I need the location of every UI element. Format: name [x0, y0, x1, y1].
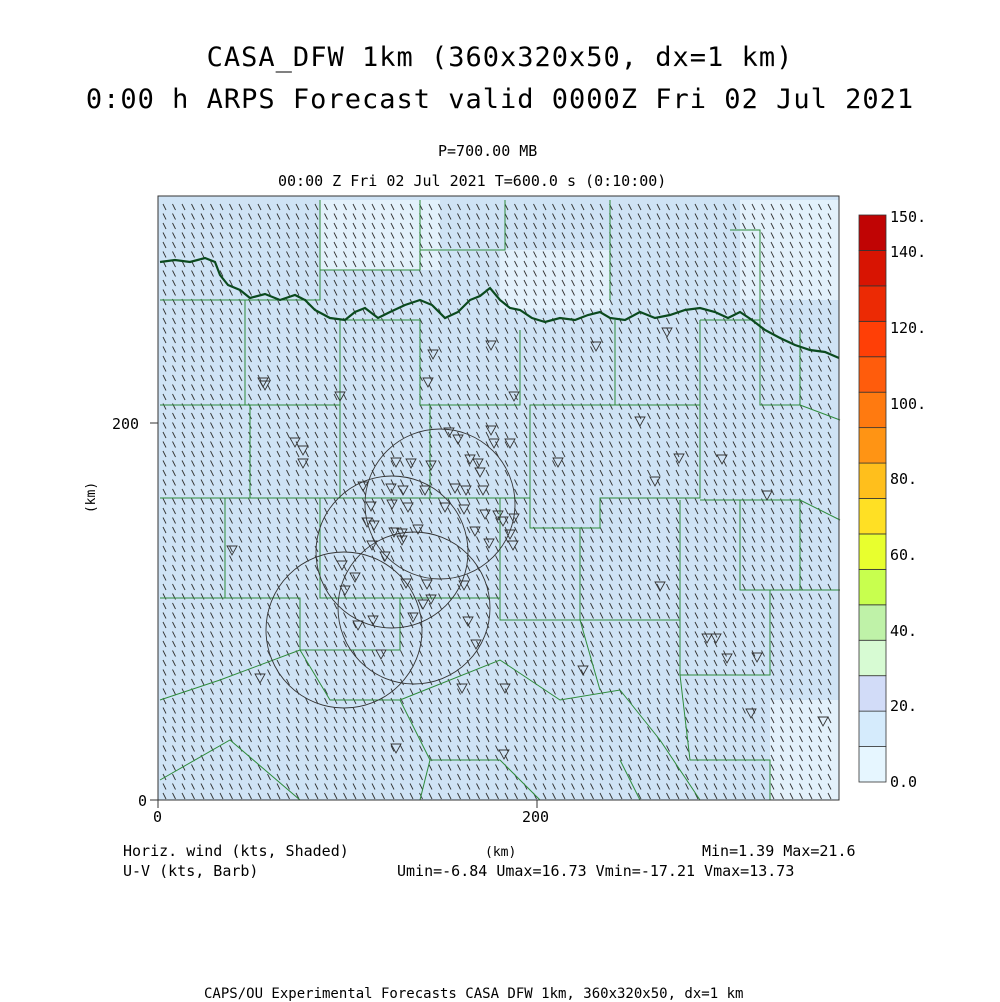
- colorbar: [859, 215, 886, 782]
- colorbar-label: 40.: [890, 622, 918, 640]
- colorbar-swatch: [859, 711, 886, 746]
- colorbar-swatch: [859, 250, 886, 285]
- x-axis-unit: (km): [485, 845, 517, 860]
- wind-field-light-patch: [320, 200, 440, 270]
- x-tick-label-200: 200: [522, 808, 550, 826]
- legend-shaded: Horiz. wind (kts, Shaded): [123, 842, 349, 860]
- colorbar-label: 20.: [890, 697, 918, 715]
- min-max-readout: Min=1.39 Max=21.6: [702, 842, 856, 860]
- y-tick-label-200: 200: [112, 415, 140, 433]
- colorbar-swatch: [859, 357, 886, 392]
- y-axis-unit: (km): [84, 481, 100, 514]
- footer-credit: CAPS/OU Experimental Forecasts CASA DFW 1km, 360x320x50, dx=1 km: [204, 986, 744, 1002]
- wind-field-light-patch: [500, 250, 610, 310]
- title-line-2: 0:00 h ARPS Forecast valid 0000Z Fri 02 Jul 2021: [85, 84, 915, 115]
- colorbar-swatch: [859, 640, 886, 675]
- colorbar-swatch: [859, 392, 886, 427]
- colorbar-swatch: [859, 463, 886, 498]
- legend-barb: U-V (kts, Barb): [123, 862, 259, 880]
- uv-range-readout: Umin=-6.84 Umax=16.73 Vmin=-17.21 Vmax=13.73: [397, 862, 795, 880]
- colorbar-label: 120.: [890, 319, 927, 337]
- colorbar-swatch: [859, 534, 886, 569]
- colorbar-swatch: [859, 569, 886, 604]
- colorbar-swatch: [859, 321, 886, 356]
- colorbar-label: 140.: [890, 243, 927, 261]
- colorbar-swatch: [859, 747, 886, 782]
- colorbar-label: 0.0: [890, 773, 918, 791]
- colorbar-label: 100.: [890, 395, 927, 413]
- valid-time: 00:00 Z Fri 02 Jul 2021 T=600.0 s (0:10:00): [278, 172, 667, 190]
- colorbar-swatch: [859, 499, 886, 534]
- title-line-1: CASA_DFW 1km (360x320x50, dx=1 km): [206, 42, 794, 73]
- colorbar-label: 80.: [890, 470, 918, 488]
- colorbar-swatch: [859, 286, 886, 321]
- colorbar-swatch: [859, 215, 886, 250]
- colorbar-swatch: [859, 428, 886, 463]
- pressure-level: P=700.00 MB: [438, 142, 538, 160]
- colorbar-swatch: [859, 676, 886, 711]
- y-tick-label-0: 0: [138, 792, 148, 810]
- colorbar-swatch: [859, 605, 886, 640]
- colorbar-label: 150.: [890, 208, 927, 226]
- x-tick-label-0: 0: [153, 808, 163, 826]
- colorbar-label: 60.: [890, 546, 918, 564]
